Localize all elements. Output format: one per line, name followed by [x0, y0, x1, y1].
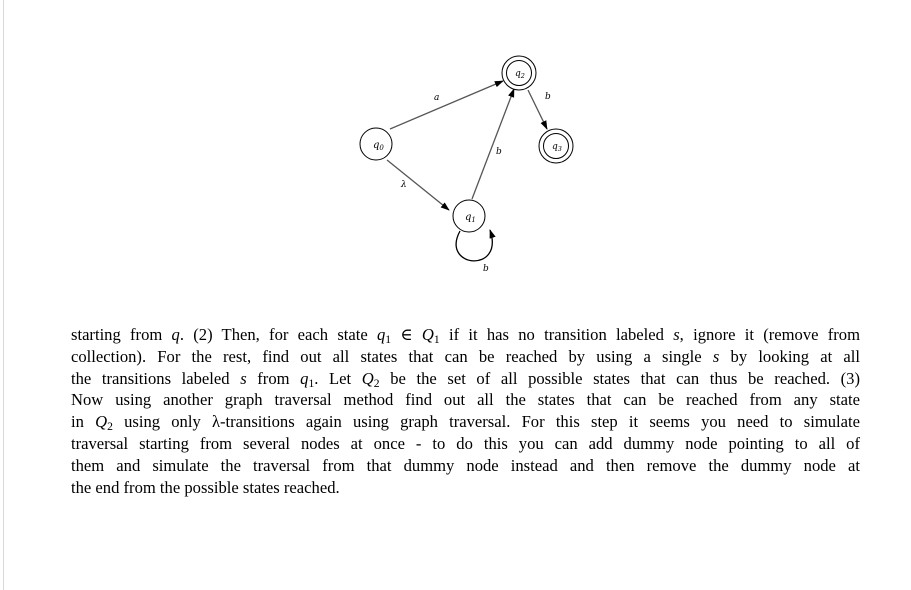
- text-run: , ignore it (remove from: [679, 325, 861, 344]
- math-Q: Q: [361, 368, 374, 388]
- edge-label-q0-q2: a: [434, 93, 440, 103]
- text-run: . (2) Then, for each state: [179, 325, 377, 344]
- state-q3-name: q: [552, 142, 558, 152]
- state-q3: [539, 129, 573, 163]
- edge-q0-q1: [387, 160, 449, 210]
- body-paragraph: [71, 324, 860, 498]
- state-q2: [502, 56, 536, 90]
- math-subscript: 2: [373, 376, 380, 390]
- paragraph-line-6: [71, 433, 860, 455]
- edge-label-q2-q3: b: [545, 92, 551, 102]
- state-q0-name: q: [373, 140, 380, 151]
- math-Q: Q: [95, 412, 108, 432]
- paragraph-line-1: [71, 324, 860, 346]
- text-run: them and simulate the traversal from that dummy node instead and then remove the dummy node at: [71, 455, 860, 475]
- text-run: Now using another graph traversal method find out all the states that can be reached from any state: [71, 390, 860, 410]
- state-q1-name: q: [465, 212, 472, 223]
- paragraph-line-4: [71, 389, 860, 411]
- text-run: traversal starting from several nodes at once - to do this you can add dummy node pointing to all of: [71, 433, 860, 453]
- paragraph-line-5: [71, 411, 860, 433]
- edge-q1-q2: [472, 89, 514, 199]
- paragraph-line-7: [71, 455, 860, 477]
- paragraph-line-3: [71, 368, 860, 390]
- text-run: in: [71, 412, 96, 432]
- text-run: collection). For the rest, find out all states that can be reached by using a single: [71, 346, 713, 366]
- text-run: starting from: [71, 325, 172, 344]
- math-q: q: [171, 325, 180, 344]
- state-q2-name: q: [515, 69, 521, 79]
- math-s: s: [240, 368, 247, 388]
- edge-label-q0-q1: λ: [401, 180, 407, 190]
- math-subscript: 1: [308, 376, 315, 390]
- math-s: s: [712, 346, 720, 366]
- edge-label-q1-q2: b: [496, 147, 502, 157]
- state-q3-sub: 3: [557, 145, 562, 153]
- text-run: if it has no transition labeled: [439, 325, 674, 344]
- math-q: q: [300, 368, 309, 388]
- paragraph-line-8: [71, 477, 860, 499]
- text-run: by looking at all: [719, 346, 860, 366]
- math-Q: Q: [421, 325, 434, 344]
- state-q1: [453, 200, 485, 232]
- math-subscript: 2: [107, 420, 113, 434]
- state-q0-sub: 0: [379, 144, 384, 152]
- paragraph-line-2: [71, 346, 860, 368]
- math-s: s: [673, 325, 680, 344]
- edge-q1-loop: [456, 230, 492, 261]
- text-run: using only λ-transitions again using graph traversal. For this step it seems you need to simulate: [112, 412, 860, 432]
- text-run: . Let: [314, 368, 362, 388]
- math-element-of: ∈: [391, 325, 422, 344]
- math-q: q: [377, 325, 386, 344]
- text-run: the transitions labeled: [71, 368, 241, 388]
- text-run: the end from the possible states reached.: [71, 477, 340, 497]
- text-run: be the set of all possible states that can thus be reached. (3): [379, 368, 860, 388]
- state-q1-sub: 1: [471, 216, 476, 224]
- edge-label-q1-loop: b: [483, 264, 489, 274]
- edge-q0-q2: [390, 81, 503, 129]
- state-q2-sub: 2: [520, 72, 525, 80]
- text-run: from: [246, 368, 301, 388]
- state-q0: [360, 128, 392, 160]
- math-subscript: 1: [385, 332, 392, 346]
- math-subscript: 1: [433, 332, 440, 346]
